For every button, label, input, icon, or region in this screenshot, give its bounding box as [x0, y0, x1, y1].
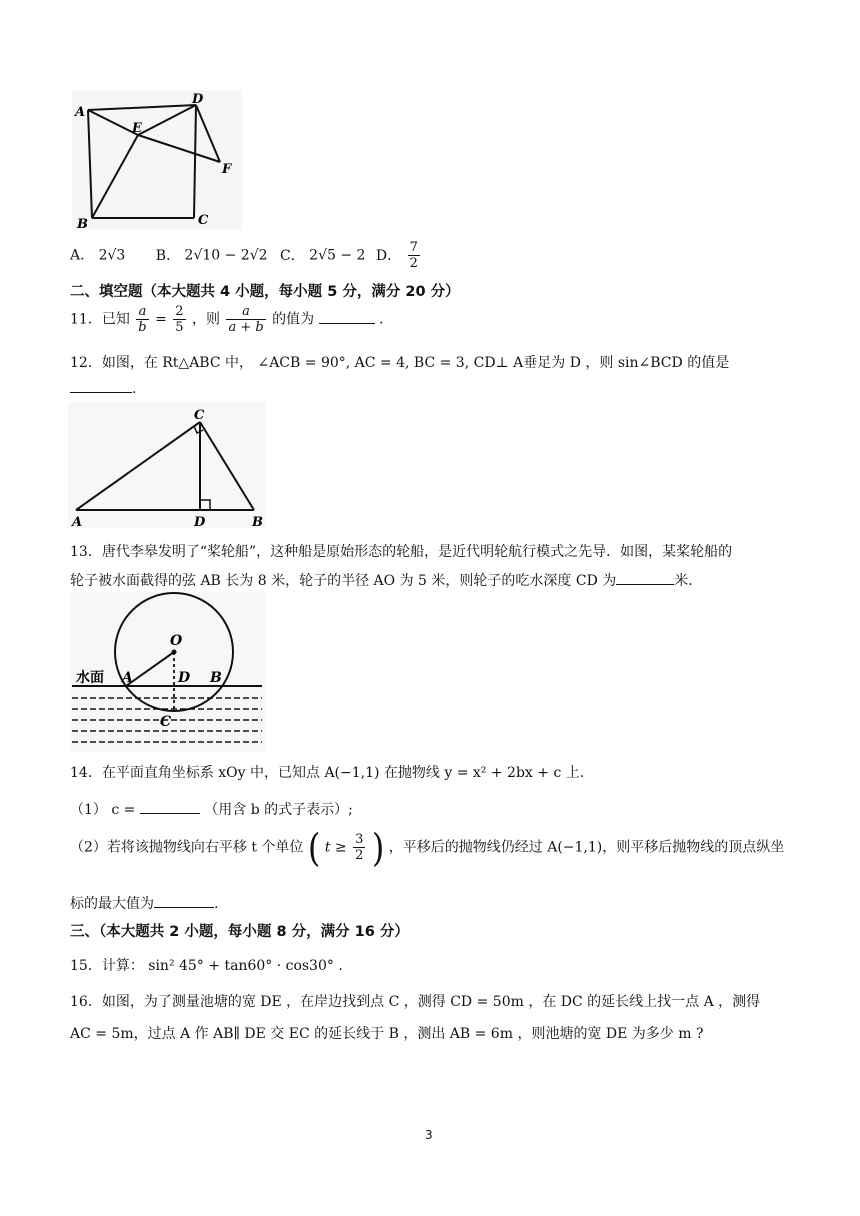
q10-options	[70, 240, 422, 271]
option-c-value: 2√5 − 2	[309, 247, 366, 264]
fig13-label-water: 水面	[76, 670, 104, 686]
q14-cond-fraction	[353, 832, 365, 863]
fig12-label-b: B	[252, 515, 263, 528]
page-number: 3	[425, 1128, 433, 1142]
q11-fraction-3	[226, 304, 265, 335]
fig13-label-b: B	[210, 670, 222, 686]
fig10-label-f: F	[222, 162, 232, 177]
option-d-fraction	[408, 240, 420, 271]
q11-f2-num: 2	[175, 304, 184, 319]
question-13-line-1: 13．唐代李皋发明了“桨轮船”，这种船是原始形态的轮船，是近代明轮航行模式之先导．如图，某桨轮船的	[70, 544, 733, 560]
fig13-label-d: D	[178, 670, 191, 686]
question-14-part-2	[70, 824, 785, 871]
question-13-line-2	[70, 570, 702, 590]
question-16-line-1: 16．如图，为了测量池塘的宽 DE ，在岸边找到点 C ，测得 CD = 50m ，在 DC 的延长线上找一点 A ，测得	[70, 994, 761, 1010]
q14-p2-suffix: ，平移后的抛物线仍经过 A(−1,1)，则平移后抛物线的顶点纵坐	[388, 839, 785, 856]
figure-q10	[72, 90, 242, 230]
q13-line2-end: 米．	[674, 573, 703, 589]
q14-p1-prefix: （1） c =	[70, 802, 136, 818]
q14-cond-t: t ≥	[324, 839, 347, 856]
figure-q12	[68, 402, 266, 528]
q12-answer-blank	[70, 380, 132, 393]
q11-f2-den: 5	[175, 320, 184, 335]
q11-suffix: 的值为	[272, 311, 315, 328]
fig12-label-c: C	[194, 408, 205, 423]
fig12-label-d: D	[194, 515, 206, 528]
option-d-den: 2	[409, 256, 418, 271]
option-b-value: 2√10 − 2√2	[184, 247, 268, 264]
fig13-label-a: A	[122, 670, 133, 686]
option-a-label: A．	[70, 247, 95, 264]
option-c-label: C．	[280, 247, 305, 264]
section-2-title: 二、填空题（本大题共 4 小题，每小题 5 分，满分 20 分）	[70, 284, 460, 300]
fig10-label-e: E	[132, 121, 142, 136]
q14-p2-prefix: （2）若将该抛物线向右平移 t 个单位	[70, 839, 304, 856]
question-14-stem: 14．在平面直角坐标系 xOy 中，已知点 A(−1,1) 在抛物线 y = x² + 2bx + c 上.	[70, 765, 585, 781]
question-16-line-2: AC = 5m，过点 A 作 AB∥ DE 交 EC 的延长线于 B ，测出 AB = 6m ，则池塘的宽 DE 为多少 m ?	[70, 1026, 704, 1042]
q11-f1-num: a	[136, 304, 148, 320]
q13-line2-text: 轮子被水面截得的弦 AB 长为 8 米，轮子的半径 AO 为 5 米，则轮子的吃水深度 CD 为	[70, 573, 617, 589]
q11-fraction-2	[173, 304, 185, 335]
option-d-label: D．	[375, 247, 402, 264]
q14-p2-answer-blank	[154, 895, 214, 908]
question-14-part-1	[70, 799, 353, 819]
option-b-label: B．	[155, 247, 181, 264]
question-12-line-1: 12．如图，在 Rt△ABC 中， ∠ACB = 90°, AC = 4, BC = 3, CD⊥ A垂足为 D ，则 sin∠BCD 的值是	[70, 355, 730, 371]
fig13-label-o: O	[170, 633, 183, 649]
q11-f1-den: b	[138, 320, 147, 335]
q11-fraction-1	[136, 304, 148, 335]
q11-answer-blank	[319, 311, 375, 324]
question-11	[70, 304, 383, 335]
q14-paren-right: )	[371, 824, 385, 871]
q11-f3-num: a	[226, 304, 265, 320]
figure-q13	[70, 592, 266, 752]
q12-end: .	[132, 381, 137, 397]
q14-p2-end: .	[214, 896, 219, 912]
q11-f3-den: a + b	[228, 320, 264, 335]
q11-eq: =	[155, 311, 167, 328]
question-15: 15．计算： sin² 45° + tan60° · cos30° .	[70, 958, 343, 974]
q14-p1-suffix: （用含 b 的式子表示）;	[204, 802, 353, 818]
q14-cond-den: 2	[355, 848, 364, 863]
option-d-num: 7	[409, 240, 418, 255]
section-3-title: 三、（本大题共 2 小题，每小题 8 分，满分 16 分）	[70, 924, 409, 940]
fig10-label-a: A	[75, 105, 86, 120]
fig10-label-b: B	[77, 217, 88, 230]
question-14-part-2-line-2	[70, 893, 218, 913]
fig10-label-d: D	[192, 92, 204, 107]
q14-paren-left: (	[307, 824, 321, 871]
q14-cond-num: 3	[355, 832, 364, 847]
fig13-label-c: C	[160, 714, 172, 730]
q11-prefix: 11．已知	[70, 311, 130, 328]
q11-mid: ，则	[191, 311, 220, 328]
fig12-label-a: A	[72, 515, 83, 528]
q14-p1-answer-blank	[140, 801, 200, 814]
question-12-line-2	[70, 380, 136, 397]
fig10-label-c: C	[198, 213, 209, 228]
q14-p2-line2: 标的最大值为	[70, 896, 154, 912]
q13-answer-blank	[616, 572, 674, 585]
q11-end: .	[379, 311, 384, 328]
option-a-value: 2√3	[98, 247, 126, 264]
